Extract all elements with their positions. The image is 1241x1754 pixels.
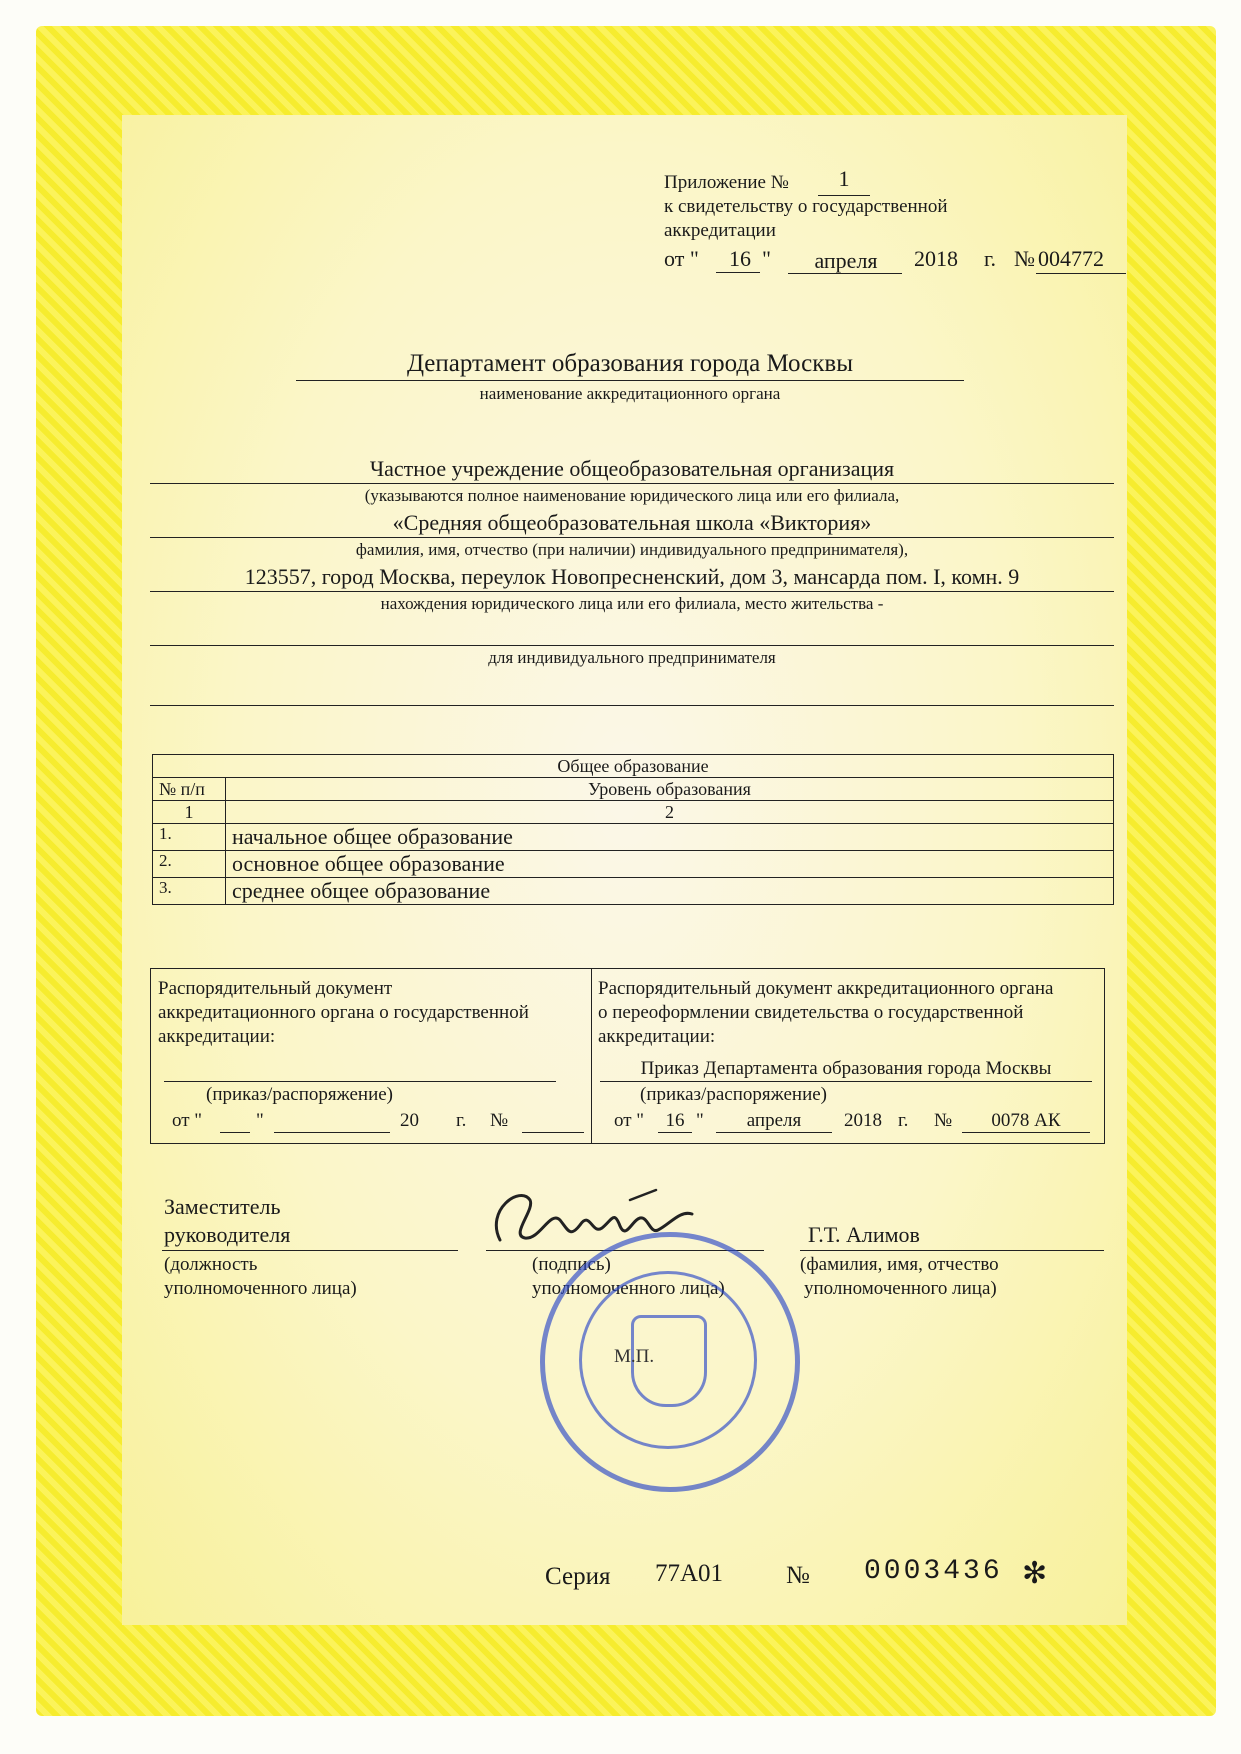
table-row bbox=[153, 851, 1114, 878]
header-year: 2018 bbox=[914, 246, 958, 271]
column-header-level: Уровень образования bbox=[226, 778, 1114, 801]
position-line1: Заместитель bbox=[164, 1194, 281, 1219]
org-caption4: для индивидуального предпринимателя bbox=[488, 648, 776, 667]
row-level: основное общее образование bbox=[226, 851, 1114, 878]
table-header-row bbox=[153, 778, 1114, 801]
sign-caption1: (подпись) bbox=[532, 1254, 611, 1275]
authority-underline bbox=[296, 380, 964, 381]
series-no-sign: № bbox=[786, 1562, 810, 1589]
org-name-line1: Частное учреждение общеобразовательная организация bbox=[369, 456, 895, 481]
authority-caption: наименование аккредитационного органа bbox=[479, 384, 781, 403]
row-level: начальное общее образование bbox=[226, 824, 1114, 851]
header-no-sign: № bbox=[1014, 246, 1035, 271]
table-row bbox=[153, 824, 1114, 851]
name-caption1: (фамилия, имя, отчество bbox=[800, 1254, 999, 1275]
doc-right-month: апреля bbox=[746, 1110, 802, 1131]
org-caption1: (указываются полное наименование юридического лица или его филиала, bbox=[364, 486, 900, 505]
seal-place-mark: М.П. bbox=[614, 1346, 655, 1367]
series-value: 77А01 bbox=[655, 1560, 724, 1587]
org-name-line2: «Средняя общеобразовательная школа «Виктория» bbox=[392, 510, 872, 535]
doc-left-no-sign: № bbox=[490, 1110, 509, 1131]
blank-line-1 bbox=[150, 645, 1114, 646]
doc-right-year: 2018 bbox=[844, 1110, 882, 1131]
position-line2: руководителя bbox=[164, 1222, 291, 1247]
series-mark-icon: ✻ bbox=[1022, 1557, 1048, 1590]
header-day-underline bbox=[716, 272, 760, 273]
education-levels-table bbox=[152, 754, 1114, 905]
doc-left-number-line bbox=[522, 1132, 584, 1133]
position-caption1: (должность bbox=[164, 1254, 258, 1275]
table-title: Общее образование bbox=[153, 755, 1114, 778]
doc-left-text3: аккредитации: bbox=[158, 1026, 276, 1047]
doc-left-quote: " bbox=[256, 1110, 264, 1131]
position-underline bbox=[162, 1250, 458, 1251]
doc-right-caption: (приказ/распоряжение) bbox=[640, 1084, 828, 1105]
signer-name: Г.Т. Алимов bbox=[808, 1222, 920, 1247]
doc-left-caption: (приказ/распоряжение) bbox=[206, 1084, 394, 1105]
doc-left-twenty: 20 bbox=[400, 1110, 419, 1131]
appendix-label: Приложение № bbox=[664, 172, 789, 193]
org-line1-underline bbox=[150, 483, 1114, 484]
doc-right-from: от " bbox=[614, 1110, 645, 1131]
org-caption3: нахождения юридического лица или его филиала, место жительства - bbox=[380, 594, 884, 613]
doc-right-day-line bbox=[658, 1132, 692, 1133]
doc-left-month-line bbox=[274, 1132, 390, 1133]
header-line2: к свидетельству о государственной bbox=[664, 196, 948, 217]
column-number-1: 1 bbox=[153, 801, 226, 824]
header-g: г. bbox=[984, 246, 997, 271]
row-number: 2. bbox=[153, 851, 226, 878]
header-day: 16 bbox=[729, 246, 751, 271]
doc-right-quote: " bbox=[696, 1110, 704, 1131]
row-number: 3. bbox=[153, 878, 226, 905]
official-stamp bbox=[540, 1232, 800, 1492]
appendix-number: 1 bbox=[838, 166, 850, 191]
header-line3: аккредитации bbox=[664, 220, 776, 241]
doc-left-g: г. bbox=[456, 1110, 467, 1131]
series-number: 0003436 bbox=[864, 1556, 1003, 1587]
doc-left-from: от " bbox=[172, 1110, 203, 1131]
header-number-underline bbox=[1036, 273, 1126, 274]
header-month-underline bbox=[788, 273, 902, 274]
row-level: среднее общее образование bbox=[226, 878, 1114, 905]
header-from: от " bbox=[664, 246, 699, 271]
doc-left-text2: аккредитационного органа о государственной bbox=[158, 1002, 529, 1023]
table-title-row bbox=[153, 755, 1114, 778]
header-number: 004772 bbox=[1038, 246, 1104, 271]
org-line2-underline bbox=[150, 537, 1114, 538]
doc-right-text2: о переоформлении свидетельства о государственной bbox=[598, 1002, 1024, 1023]
org-address: 123557, город Москва, переулок Новопресненский, дом 3, мансарда пом. I, комн. 9 bbox=[244, 564, 1020, 589]
doc-right-no-sign: № bbox=[934, 1110, 953, 1131]
doc-left-order-line bbox=[164, 1081, 556, 1082]
doc-right-order-line bbox=[600, 1081, 1092, 1082]
doc-left-day-line bbox=[220, 1132, 250, 1133]
table-column-numbers-row bbox=[153, 801, 1114, 824]
position-caption2: уполномоченного лица) bbox=[164, 1278, 357, 1299]
doc-left-text1: Распорядительный документ bbox=[158, 978, 393, 999]
doc-right-day: 16 bbox=[665, 1110, 685, 1131]
doc-right-month-line bbox=[716, 1132, 832, 1133]
header-quote: " bbox=[762, 246, 771, 271]
doc-right-order: Приказ Департамента образования города Москвы bbox=[640, 1058, 1052, 1079]
doc-right-number: 0078 АК bbox=[991, 1110, 1061, 1131]
table-row bbox=[153, 878, 1114, 905]
doc-right-text3: аккредитации: bbox=[598, 1026, 716, 1047]
header-month: апреля bbox=[814, 248, 878, 273]
blank-line-2 bbox=[150, 705, 1114, 706]
column-number-2: 2 bbox=[226, 801, 1114, 824]
org-address-underline bbox=[150, 591, 1114, 592]
column-header-number: № п/п bbox=[153, 778, 226, 801]
name-underline bbox=[800, 1250, 1104, 1251]
doc-right-text1: Распорядительный документ аккредитационного органа bbox=[598, 978, 1054, 999]
row-number: 1. bbox=[153, 824, 226, 851]
name-caption2: уполномоченного лица) bbox=[804, 1278, 997, 1299]
org-caption2: фамилия, имя, отчество (при наличии) индивидуального предпринимателя), bbox=[355, 540, 909, 559]
doc-right-g: г. bbox=[898, 1110, 909, 1131]
authority-name: Департамент образования города Москвы bbox=[406, 350, 854, 377]
series-label: Серия bbox=[545, 1563, 611, 1590]
sign-caption2: уполномоченного лица) bbox=[532, 1278, 725, 1299]
doc-right-number-line bbox=[962, 1132, 1090, 1133]
